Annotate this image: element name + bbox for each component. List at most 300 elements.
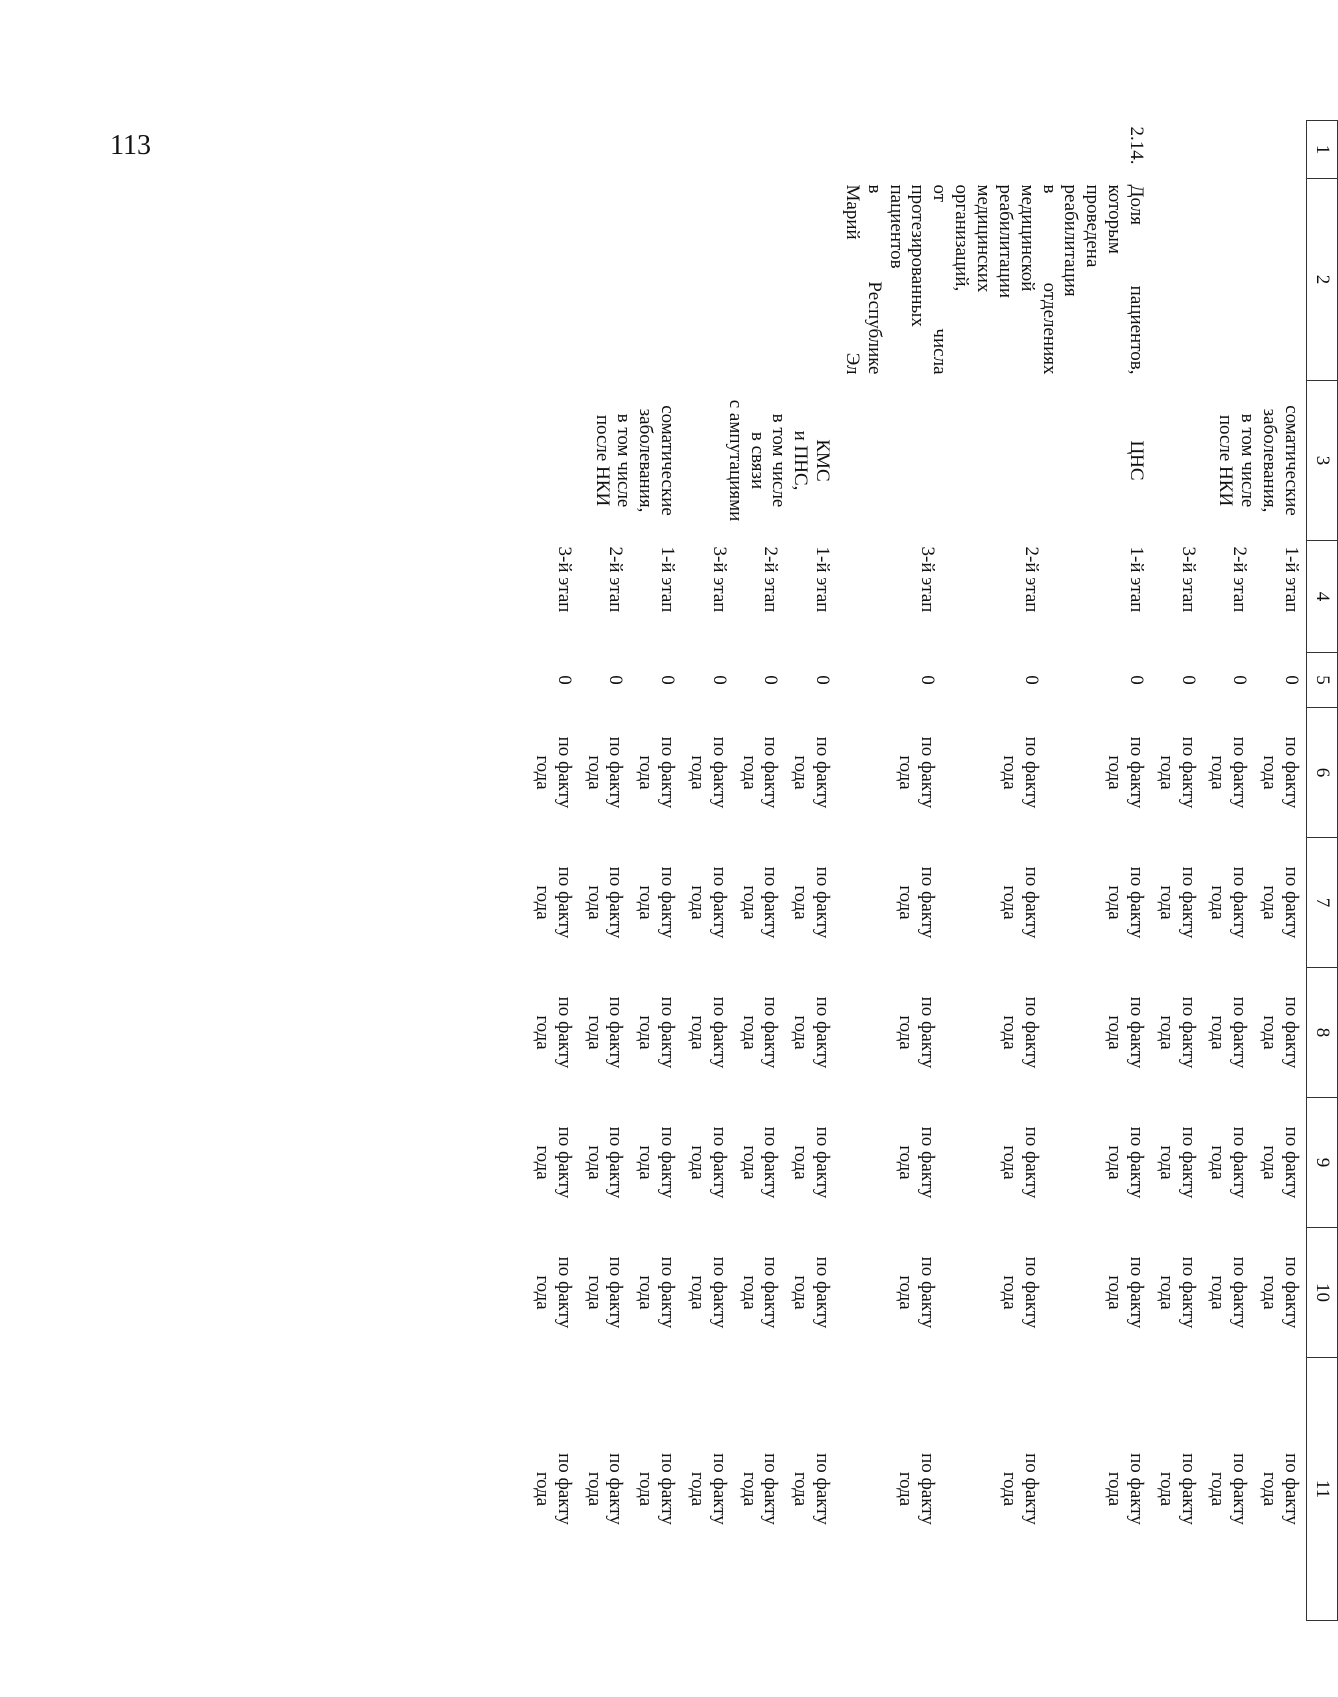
text-line: по факту [1125,866,1147,939]
text-line: по факту [916,1126,938,1199]
fact-cell [579,968,631,1098]
text-line: в том числе [1237,413,1259,508]
category-cell [837,381,1151,541]
fact-cell [682,1098,734,1228]
text-line: по факту [1281,1453,1302,1525]
fact-cell [527,1228,579,1358]
text-line: Доля пациентов, [1125,184,1147,375]
fact-cell [837,1228,942,1358]
text-line: года [1207,755,1229,790]
text-line: года [583,1145,605,1180]
column-header-8: 8 [1307,968,1338,1098]
fact-cell [837,838,942,968]
text-line: года [738,1145,760,1180]
text-line: года [635,1275,657,1310]
fact-cell [527,708,579,838]
fact-cell [942,968,1047,1098]
value-cell: 0 [916,675,938,685]
text-line: по факту [553,1453,575,1525]
fact-cell [630,968,682,1098]
text-line: по факту [812,736,834,809]
text-line: по факту [553,866,575,939]
fact-cell [785,1358,837,1621]
text-line: года [583,1015,605,1050]
text-line: по факту [760,996,782,1069]
text-line: по факту [708,1256,730,1329]
fact-cell [630,1228,682,1358]
text-line: года [894,1015,916,1050]
text-line: года [635,1145,657,1180]
text-line: года [1155,755,1177,790]
text-line: организаций, [951,184,973,292]
text-line: года [1155,885,1177,920]
text-line: года [790,1015,812,1050]
text-line: по факту [553,736,575,809]
fact-cell [1046,1358,1151,1621]
text-line: года [531,1145,553,1180]
fact-cell [785,968,837,1098]
text-line: года [999,1145,1021,1180]
value-cell: 0 [1125,675,1147,685]
text-line: года [1104,755,1126,790]
text-line: по факту [1021,1256,1043,1329]
text-line: от числа [929,184,951,375]
column-header-7: 7 [1307,838,1338,968]
column-header-4: 4 [1307,541,1338,653]
text-line: по факту [1281,736,1302,809]
text-line: по факту [1125,736,1147,809]
text-line: в том числе [768,413,790,508]
text-line: по факту [916,866,938,939]
text-line: по факту [1229,996,1251,1069]
fact-cell [785,838,837,968]
stage-cell: 3-й этап [553,546,575,613]
stage-cell: 1-й этап [1281,546,1302,613]
fact-cell [579,708,631,838]
fact-cell [1046,838,1151,968]
text-line: по факту [1177,736,1199,809]
text-line: по факту [708,736,730,809]
value-cell: 0 [812,675,834,685]
indicator-cell [527,179,682,381]
column-header-5: 5 [1307,653,1338,708]
text-line: по факту [1021,866,1043,939]
text-line: по факту [657,1256,679,1329]
row-number-cell: 2.14. [1125,126,1147,165]
fact-cell [1151,1098,1203,1228]
fact-cell [734,708,786,838]
stage-cell: 1-й этап [812,546,834,613]
stage-cell: 1-й этап [657,546,679,613]
category-cell [682,381,837,541]
value-cell: 0 [1021,675,1043,685]
text-line: года [583,885,605,920]
text-line: года [894,1471,916,1507]
fact-cell [734,1358,786,1621]
text-line: в Республике [863,184,885,375]
text-line: года [1104,1015,1126,1050]
text-line: по факту [1229,736,1251,809]
text-line: года [1259,755,1281,790]
value-cell: 0 [1229,675,1251,685]
text-line: по факту [657,1453,679,1525]
text-line: по факту [708,866,730,939]
text-line: ЦНС [1125,440,1147,481]
text-line: в отделениях [1038,184,1060,375]
text-line: по факту [1229,1256,1251,1329]
text-line: соматические [657,405,679,516]
text-line: года [790,1145,812,1180]
column-header-11: 11 [1307,1358,1338,1621]
text-line: года [1155,1145,1177,1180]
text-line: пациентов [885,184,907,269]
stage-cell: 2-й этап [760,546,782,613]
text-line: по факту [657,996,679,1069]
row-number-cell [527,121,682,179]
fact-cell [942,1358,1047,1621]
fact-cell [1046,1098,1151,1228]
text-line: по факту [1281,1126,1302,1199]
text-line: с ампутациями [724,399,746,522]
text-line: года [1207,1275,1229,1310]
value-cell: 0 [708,675,730,685]
text-line: в связи [746,431,768,490]
fact-cell [682,1228,734,1358]
fact-cell [1203,968,1255,1098]
text-line: года [790,755,812,790]
value-cell: 0 [605,675,627,685]
text-line: по факту [708,1126,730,1199]
text-line: года [1155,1275,1177,1310]
fact-cell [837,708,942,838]
value-cell: 0 [760,675,782,685]
text-line: по факту [760,866,782,939]
text-line: по факту [1281,866,1302,939]
fact-cell [527,1098,579,1228]
text-line: по факту [1177,866,1199,939]
column-header-3: 3 [1307,381,1338,541]
text-line: по факту [1177,1453,1199,1525]
fact-cell [785,708,837,838]
text-line: года [1259,1015,1281,1050]
text-line: по факту [1281,1256,1302,1329]
stage-cell: 3-й этап [708,546,730,613]
fact-cell [682,838,734,968]
text-line: года [531,755,553,790]
text-line: по факту [708,996,730,1069]
indicator-cell [837,179,1151,381]
text-line: года [531,1275,553,1310]
text-line: года [531,1015,553,1050]
text-line: по факту [1021,736,1043,809]
text-line: года [1259,1275,1281,1310]
text-line: года [1259,885,1281,920]
table-row [1046,121,1151,1621]
text-line: по факту [605,996,627,1069]
fact-cell [1203,708,1255,838]
text-line: по факту [1229,1453,1251,1525]
text-line: года [999,885,1021,920]
text-line: года [1155,1471,1177,1507]
text-line: года [686,885,708,920]
fact-cell [1254,708,1306,838]
table-row [1254,121,1306,1621]
text-line: года [894,1275,916,1310]
stage-cell: 2-й этап [1229,546,1251,613]
text-line: которым [1104,184,1126,254]
fact-cell [1151,838,1203,968]
stage-cell: 2-й этап [1021,546,1043,613]
fact-cell [942,1228,1047,1358]
text-line: года [790,1471,812,1507]
text-line: года [894,755,916,790]
text-line: заболевания, [635,408,657,513]
fact-cell [785,1098,837,1228]
fact-cell [1254,838,1306,968]
text-line: реабилитации [994,184,1016,299]
text-line: по факту [1125,996,1147,1069]
column-header-9: 9 [1307,1098,1338,1228]
fact-cell [579,1098,631,1228]
text-line: по факту [916,736,938,809]
indicator-cell [1151,179,1307,381]
text-line: после НКИ [1215,414,1237,507]
text-line: заболевания, [1259,408,1281,513]
text-line: года [531,1471,553,1507]
text-line: года [894,1145,916,1180]
text-line: по факту [812,996,834,1069]
text-line: по факту [1281,996,1302,1069]
text-line: по факту [760,1126,782,1199]
fact-cell [1203,1228,1255,1358]
text-line: по факту [916,1453,938,1525]
fact-cell [785,1228,837,1358]
table-body [527,121,1307,1621]
fact-cell [734,1098,786,1228]
category-cell [1151,381,1307,541]
fact-cell [579,838,631,968]
text-line: года [531,885,553,920]
text-line: года [1207,1015,1229,1050]
column-header-6: 6 [1307,708,1338,838]
text-line: по факту [916,1256,938,1329]
text-line: года [686,1275,708,1310]
value-cell: 0 [553,675,575,685]
data-table [527,120,1338,1621]
text-line: и ПНС, [790,430,812,491]
fact-cell [527,838,579,968]
fact-cell [1203,838,1255,968]
text-line: года [635,1471,657,1507]
text-line: года [999,755,1021,790]
text-line: по факту [605,866,627,939]
fact-cell [1254,968,1306,1098]
fact-cell [1046,968,1151,1098]
text-line: года [999,1471,1021,1507]
column-header-1: 1 [1307,121,1338,179]
stage-cell: 3-й этап [1177,546,1199,613]
stage-cell: 2-й этап [605,546,627,613]
text-line: по факту [1177,1256,1199,1329]
fact-cell [630,1098,682,1228]
text-line: года [1104,1145,1126,1180]
fact-cell [1151,708,1203,838]
value-cell: 0 [657,675,679,685]
text-line: года [1259,1471,1281,1507]
fact-cell [942,1098,1047,1228]
text-line: года [583,1471,605,1507]
fact-cell [527,968,579,1098]
text-line: по факту [708,1453,730,1525]
fact-cell [942,708,1047,838]
table-container [531,120,1338,1620]
text-line: года [635,1015,657,1050]
fact-cell [682,968,734,1098]
text-line: года [738,1471,760,1507]
fact-cell [682,708,734,838]
text-line: по факту [1229,866,1251,939]
text-line: года [1207,1145,1229,1180]
fact-cell [734,838,786,968]
text-line: по факту [553,1126,575,1199]
stage-cell: 3-й этап [916,546,938,613]
stage-cell: 1-й этап [1125,546,1147,613]
text-line: по факту [1021,1126,1043,1199]
fact-cell [1151,1358,1203,1621]
fact-cell [837,968,942,1098]
text-line: года [1207,885,1229,920]
text-line: по факту [1177,996,1199,1069]
text-line: по факту [1177,1126,1199,1199]
text-line: по факту [1125,1126,1147,1199]
fact-cell [630,1358,682,1621]
text-line: года [1155,1015,1177,1050]
text-line: по факту [812,1256,834,1329]
text-line: по факту [1021,1453,1043,1525]
text-line: года [635,755,657,790]
fact-cell [1254,1098,1306,1228]
text-line: года [686,1015,708,1050]
text-line: по факту [605,1453,627,1525]
fact-cell [1203,1098,1255,1228]
fact-cell [1254,1228,1306,1358]
text-line: по факту [1125,1453,1147,1525]
column-header-2: 2 [1307,179,1338,381]
text-line: по факту [760,1256,782,1329]
text-line: года [999,1275,1021,1310]
text-line: проведена [1082,184,1104,268]
text-line: по факту [657,736,679,809]
text-line: года [790,1275,812,1310]
text-line: по факту [760,1453,782,1525]
text-line: по факту [553,1256,575,1329]
text-line: года [583,1275,605,1310]
text-line: по факту [1125,1256,1147,1329]
text-line: Марий Эл [841,184,863,375]
page-number: 113 [110,130,151,161]
text-line: реабилитация [1060,184,1082,297]
fact-cell [837,1358,942,1621]
fact-cell [630,838,682,968]
fact-cell [1254,1358,1306,1621]
text-line: года [1259,1145,1281,1180]
text-line: по факту [1021,996,1043,1069]
text-line: медицинской [1016,184,1038,292]
text-line: по факту [812,1126,834,1199]
text-line: года [686,1145,708,1180]
text-line: года [686,755,708,790]
text-line: по факту [605,736,627,809]
table-row [785,121,837,1621]
text-line: года [1104,885,1126,920]
text-line: года [738,755,760,790]
text-line: года [635,885,657,920]
text-line: года [738,1015,760,1050]
fact-cell [1046,1228,1151,1358]
text-line: протезированных [907,184,929,327]
fact-cell [1046,708,1151,838]
text-line: года [1104,1275,1126,1310]
text-line: года [738,885,760,920]
fact-cell [630,708,682,838]
fact-cell [1151,1228,1203,1358]
fact-cell [1203,1358,1255,1621]
column-header-10: 10 [1307,1228,1338,1358]
text-line: по факту [657,866,679,939]
category-cell [527,381,682,541]
fact-cell [942,838,1047,968]
fact-cell [527,1358,579,1621]
fact-cell [734,1228,786,1358]
text-line: года [686,1471,708,1507]
fact-cell [579,1358,631,1621]
value-cell: 0 [1281,675,1302,685]
fact-cell [734,968,786,1098]
row-number-cell [682,121,837,179]
indicator-cell [682,179,837,381]
value-cell: 0 [1177,675,1199,685]
text-line: по факту [812,866,834,939]
text-line: по факту [916,996,938,1069]
table-header-row [1307,121,1338,1621]
fact-cell [1151,968,1203,1098]
text-line: года [999,1015,1021,1050]
text-line: по факту [760,736,782,809]
text-line: по факту [812,1453,834,1525]
row-number-cell [1151,121,1307,179]
text-line: года [1207,1471,1229,1507]
text-line: года [894,885,916,920]
text-line: КМС [812,439,834,482]
text-line: медицинских [973,184,995,293]
text-line: по факту [553,996,575,1069]
text-line: по факту [1229,1126,1251,1199]
text-line: года [738,1275,760,1310]
table-row [630,121,682,1621]
fact-cell [837,1098,942,1228]
text-line: года [1104,1471,1126,1507]
text-line: года [790,885,812,920]
text-line: по факту [605,1256,627,1329]
text-line: по факту [657,1126,679,1199]
text-line: года [583,755,605,790]
fact-cell [682,1358,734,1621]
text-line: в том числе [613,413,635,508]
text-line: соматические [1281,405,1302,516]
text-line: после НКИ [591,414,613,507]
text-line: по факту [605,1126,627,1199]
fact-cell [579,1228,631,1358]
